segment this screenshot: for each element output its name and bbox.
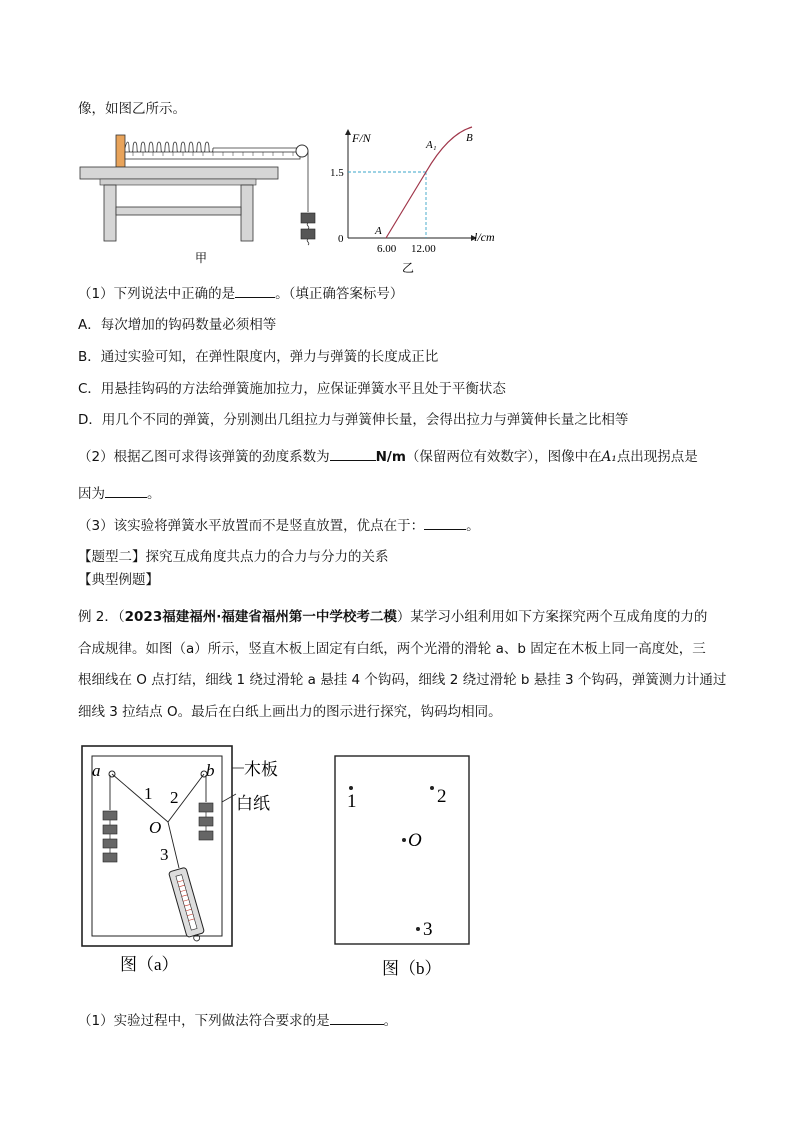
origin-label: 0 (338, 233, 344, 245)
label-line-3: 3 (160, 845, 169, 864)
heading-type2: 【题型二】探究互成角度共点力的合力与分力的关系 (78, 549, 389, 565)
answer-blank (235, 284, 275, 298)
intro-text: 像，如图乙所示。 (78, 101, 186, 117)
label-paper: 白纸 (236, 794, 270, 813)
y-tick-label: 1.5 (330, 167, 344, 179)
q3-stem: （3）该实验将弹簧水平放置而不是竖直放置，优点在于： 。 (78, 518, 480, 534)
label-o: O (149, 818, 162, 837)
caption-a: 图（a） (120, 955, 179, 974)
caption-b: 图（b） (382, 959, 442, 978)
figure-yi (330, 122, 520, 277)
q1-option-a: A．每次增加的钩码数量必须相等 (78, 317, 277, 333)
label-board: 木板 (244, 760, 278, 779)
figure-a (78, 744, 298, 980)
point-3-label: 3 (423, 919, 433, 940)
example2-line2: 合成规律。如图（a）所示，竖直木板上固定有白纸，两个光滑的滑轮 a、b 固定在木板上同一高度处，三 (78, 641, 706, 657)
x-tick-label-2: 12.00 (411, 243, 436, 255)
answer-blank (330, 1011, 384, 1025)
ex2-q1-stem: （1）实验过程中，下列做法符合要求的是 。 (78, 1013, 398, 1029)
example2-line1: 例 2．（2023福建福州·福建省福州第一中学校考二模）某学习小组利用如下方案探究两个互成角度的力的 (78, 609, 708, 625)
q1-option-c: C．用悬挂钩码的方法给弹簧施加拉力，应保证弹簧水平且处于平衡状态 (78, 381, 506, 397)
answer-blank (424, 516, 466, 530)
q1-stem: （1）下列说法中正确的是 。（填正确答案标号） (78, 286, 404, 302)
x-tick-label-1: 6.00 (377, 243, 397, 255)
point-1-label: 1 (347, 791, 357, 812)
y-axis-label: F/N (352, 131, 371, 145)
caption-yi: 乙 (402, 261, 415, 275)
caption-jia: 甲 (195, 251, 208, 265)
heading-example: 【典型例题】 (78, 572, 159, 588)
label-a: a (92, 761, 101, 780)
figure-b (334, 755, 494, 983)
q1-option-d: D．用几个不同的弹簧，分别测出几组拉力与弹簧伸长量，会得出拉力与弹簧伸长量之比相等 (78, 412, 629, 428)
x-axis-label: l/cm (474, 230, 495, 244)
figure-jia (78, 130, 338, 265)
example2-line3: 根细线在 O 点打结，细线 1 绕过滑轮 a 悬挂 4 个钩码，细线 2 绕过滑轮 b 悬挂 3 个钩码，弹簧测力计通过 (78, 672, 727, 688)
q2-line2: 因为 。 (78, 486, 161, 502)
label-line-1: 1 (144, 784, 153, 803)
point-2-label: 2 (437, 786, 447, 807)
example2-line4: 细线 3 拉结点 O。最后在白纸上画出力的图示进行探究，钩码均相同。 (78, 704, 502, 720)
q2-stem: （2）根据乙图可求得该弹簧的劲度系数为 N/m（保留两位有效数字），图像中在A₁点出现拐点是 (78, 449, 698, 465)
answer-blank (105, 484, 147, 498)
point-b-label: B (466, 132, 473, 144)
label-line-2: 2 (170, 788, 179, 807)
label-b: b (206, 761, 215, 780)
point-a1-label: A₁ (426, 139, 437, 151)
point-a-label: A (375, 225, 382, 237)
point-o-label: O (408, 830, 422, 851)
answer-blank (330, 447, 376, 461)
q1-option-b: B．通过实验可知，在弹性限度内，弹力与弹簧的长度成正比 (78, 349, 439, 365)
